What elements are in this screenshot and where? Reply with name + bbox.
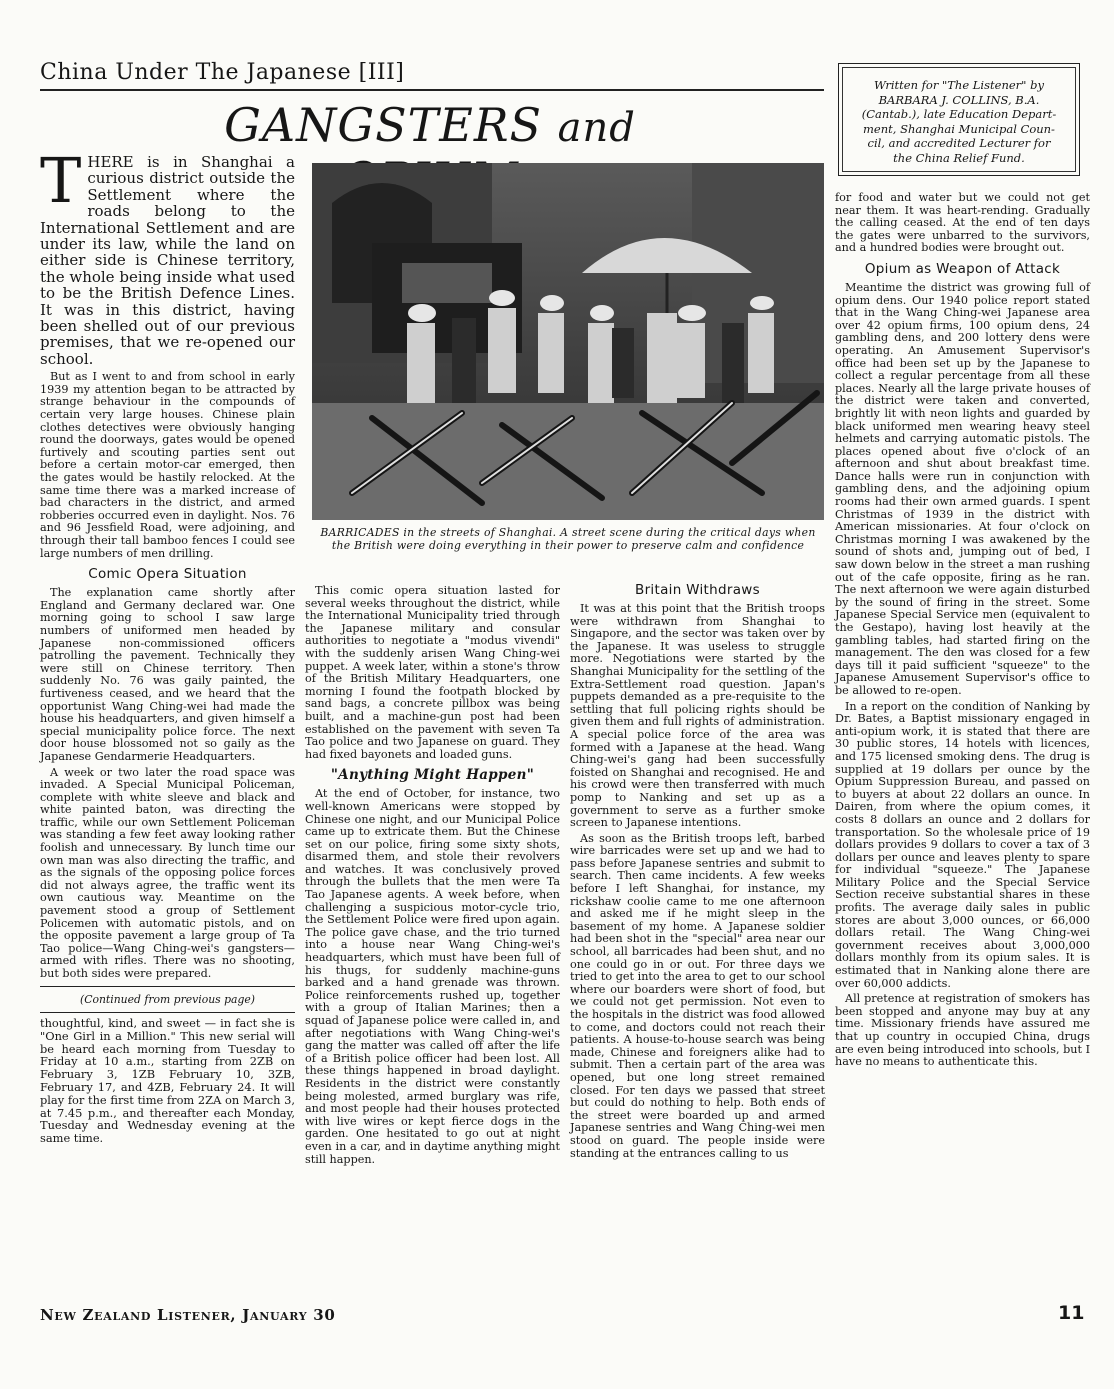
intro-text: HERE is in Shanghai a curious district outside the Settlement where the roads belong to the International Settlement and are under its law, while the land on either side is Chinese territory, the whole being inside what used to be the British Defence Lines. It was in this district, having been shelled out of our previous premises, that we re-opened our school.	[40, 153, 295, 368]
continued-note: (Continued from previous page)	[80, 993, 255, 1007]
paragraph: At the end of October, for instance, two well-known Americans were stopped by Chinese one night, and our Municipal Police came up to extricate them. But the Chinese set on our police, firing some sixty shots, disarmed them, and stole their revolvers and watches. It was conclusively proved through the bullets that the men were Ta Tao Japanese agents. A week before, when challenging a suspicious motor-cycle trio, the Settlement Police were fired upon again. The police gave chase, and the trio turned into a house near Wang Ching-wei's headquarters, which must have been full of his thugs, for suddenly machine-guns barked and a hand grenade was thrown. Police reinforcements rushed up, together with a group of Italian Marines; then a squad of Japanese police were called in, and after negotiations with Wang Ching-wei's gang the matter was called off after the life of a British police officer had been lost. All these things happened in broad daylight. Residents in the district were constantly being molested, armed burglary was rife, and most people had their houses protected with live wires or kept fierce dogs in the garden. One hesitated to go out at night even in a car, and in daytime anything might still happen.	[305, 787, 560, 1166]
subheading: "Anything Might Happen"	[330, 767, 535, 784]
paragraph: Meantime the district was growing full of opium dens. Our 1940 police report stated that in the Wang Ching-wei Japanese area over 42 opium firms, 100 opium dens, 24 gambling dens, and 200 lottery dens were operating. An Amusement Supervisor's office had been set up by the Japanese to collect a regular percentage from all these places. Nearly all the large private houses of the district were taken and converted, brightly lit with neon lights and guarded by black uniformed men wearing heavy steel helmets and carrying automatic pistols. The places opened about five o'clock of an afternoon and shut about breakfast time. Dance halls were run in conjunction with gambling dens, and the adjoining opium rooms had their own armed guards. I spent Christmas of 1939 in the district with American missionaries. At four o'clock on Christmas morning I was awakened by the sound of shots and, jumping out of bed, I saw down below in the street a man rushing out of the cafe opposite, firing as he ran. The next afternoon we were again disturbed by the sound of firing in the street. Some Japanese Special Service men (equivalent to the Gestapo), having lost heavily at the gambling tables, had started firing on the management. The den was closed for a few days till it paid sufficient "squeeze" to the Japanese Amusement Supervisor's office to be allowed to re-open.	[835, 280, 1090, 697]
series-title: China Under The Japanese [III]	[40, 60, 405, 85]
drop-cap: T	[40, 144, 82, 217]
header-rule	[40, 89, 824, 91]
paragraph: thoughtful, kind, and sweet — in fact she is "One Girl in a Million." This new serial will be heard each morning from Tuesday to Friday at 10 a.m., starting from 2ZB on February 3, 1ZB February 10, 3ZB, February 17, and 4ZB, February 24. It will play for the first time from 2ZA on March 3, at 7.45 p.m., and thereafter each Monday, Tuesday and Wednesday evening at the same time.	[40, 1016, 295, 1146]
paragraph: for food and water but we could not get near them. It was heart-rending. Gradually the calling ceased. At the end of ten days the gates were unbarred to the survivors, and a hundred bodies were brought out.	[835, 191, 1090, 255]
column-4	[835, 192, 1090, 1072]
intro-paragraph	[40, 144, 295, 368]
column-2	[305, 585, 560, 1169]
paragraph: This comic opera situation lasted for several weeks throughout the district, while the International Municipality tried through the Japanese military and consular authorities to negotiate a "modus vivendi" with the suddenly arisen Wang Ching-wei puppet. A week later, within a stone's throw of the British Military Headquarters, one morning I found the footpath blocked by sand bags, a concrete pillbox was being built, and a machine-gun post had been established on the pavement with seven Ta Tao police and two Japanese on guard. They had fixed bayonets and loaded guns.	[305, 584, 560, 761]
paragraph: In a report on the condition of Nanking by Dr. Bates, a Baptist missionary engaged in anti-opium work, it is stated that there are 30 public stores, 14 hotels with licences, and 175 licensed smoking dens. The drug is supplied at 19 dollars per ounce by the Opium Suppression Bureau, and passed on to buyers at about 22 dollars an ounce. In Dairen, from where the opium comes, it costs 8 dollars an ounce and 2 dollars for transportation. So the wholesale price of 19 dollars provides 9 dollars to cover a tax of 3 dollars per ounce and leaves plenty to spare for individual "squeeze." The Japanese Military Police and the Special Service Section receive substantial shares in these profits. The average daily sales in public stores are about 3,000 ounces, or 66,000 dollars retail. The Wang Ching-wei government receives about 3,000,000 dollars monthly from its opium sales. It is estimated that in Nanking alone there are over 60,000 addicts.	[835, 699, 1090, 990]
section-rule	[40, 1012, 295, 1013]
paragraph: All pretence at registration of smokers has been stopped and anyone may buy at any time. Missionary friends have assured me that up country in occupied China, drugs are even being introduced into schools, but I have no means to authenticate this.	[835, 992, 1090, 1069]
column-1	[40, 144, 295, 1148]
subheading: Comic Opera Situation	[88, 566, 247, 583]
paragraph: But as I went to and from school in early 1939 my attention began to be attracted by strange behaviour in the compounds of certain very large houses. Chinese plain clothes detectives were obviously hanging round the doorways, gates would be opened furtively and scouting parties sent out before a certain motor-car emerged, then the gates would be hastily relocked. At the same time there was a marked increase of bad characters in the district, and armed robberies occurred even in daylight. Nos. 76 and 96 Jessfield Road, were adjoining, and through their tall bamboo fences I could see large numbers of men drilling.	[40, 370, 295, 560]
section-rule	[40, 986, 295, 988]
credit-line: (Cantab.), late Education Depart-	[861, 107, 1057, 121]
headline-word-1: GANGSTERS	[224, 98, 543, 152]
headline-word-and: and	[557, 105, 636, 151]
credit-line: ment, Shanghai Municipal Coun-	[863, 121, 1055, 136]
subheading: Britain Withdraws	[635, 582, 760, 598]
subheading: Opium as Weapon of Attack	[864, 260, 1061, 277]
credit-line: Written for "The Listener" by	[874, 78, 1044, 92]
publication-footer: New Zealand Listener, January 30	[40, 1306, 336, 1324]
credit-line: cil, and accredited Lecturer for	[867, 136, 1051, 150]
photo-illustration	[312, 163, 824, 520]
column-3	[570, 580, 825, 1163]
barricade-photo	[312, 163, 824, 520]
paragraph: A week or two later the road space was invaded. A Special Municipal Policeman, complete with white sleeve and black and white painted baton, was directing the traffic, while our own Settlement Policeman was standing a few feet away looking rather foolish and unnecessary. By lunch time our own man was also directing the traffic, and as the signals of the opposing police forces did not always agree, the traffic went its own cautious way. Meantime on the pavement stood a group of Settlement Policemen with automatic pistols, and on the opposite pavement a large group of Ta Tao police—Wang Ching-wei's gangsters—armed with rifles. There was no shooting, but both sides were prepared.	[40, 765, 295, 980]
photo-caption: BARRICADES in the streets of Shanghai. A street scene during the critical days when the British were doing everything in their power to preserve calm and confidence	[320, 526, 816, 552]
paragraph: As soon as the British troops left, barbed wire barricades were set up and we had to pass before Japanese sentries and submit to search. Then came incidents. A few weeks before I left Shanghai, for instance, my rickshaw coolie came to me one afternoon and asked me if he might sleep in the basement of my home. A Japanese soldier had been shot in the "special" area near our school, all barricades had been shut, and no one could go in or out. For three days we tried to get into the area to get to our school where our boarders were short of food, but we could not get permission. Not even to the hospitals in the district was food allowed to come, and doctors could not reach their patients. A house-to-house search was being made, Chinese and foreigners alike had to submit. Then a certain part of the area was opened, but one long street remained closed. For ten days we passed that street but could do nothing to help. Both ends of the street were boarded up and armed Japanese sentries and Wang Ching-wei men stood on guard. The people inside were standing at the entrances calling to us	[570, 831, 825, 1160]
paragraph: It was at this point that the British troops were withdrawn from Shanghai to Singapore, and the sector was taken over by the Japanese. It was useless to struggle more. Negotiations were started by the Shanghai Municipality for the settling of the Extra-Settlement road question. Japan's puppets demanded as a pre-requisite to the settling that full policing rights should be given them and full rights of administration. A special police force of the area was formed with a Japanese at the head. Wang Ching-wei's gang had been successfully foisted on Shanghai and recognised. He and his crowd were then transferred with much pomp to Nanking and set up as a government to serve as a further smoke screen to Japanese intentions.	[570, 602, 825, 830]
credit-line: BARBARA J. COLLINS, B.A.	[878, 92, 1040, 107]
credit-line: the China Relief Fund.	[893, 150, 1025, 165]
page-number: 11	[1058, 1302, 1085, 1324]
author-credit-box	[838, 63, 1080, 176]
paragraph: The explanation came shortly after England and Germany declared war. One morning going to school I saw large numbers of uniformed men headed by Japanese non-commissioned officers patrolling the pavement. Technically they were still on Chinese territory. Then suddenly No. 76 was gaily painted, the furtiveness ceased, and we heard that the opportunist Wang Ching-wei had made the house his headquarters, and given himself a special municipality police force. The next door house blossomed not so gaily as the Japanese Gendarmerie Headquarters.	[40, 586, 295, 763]
